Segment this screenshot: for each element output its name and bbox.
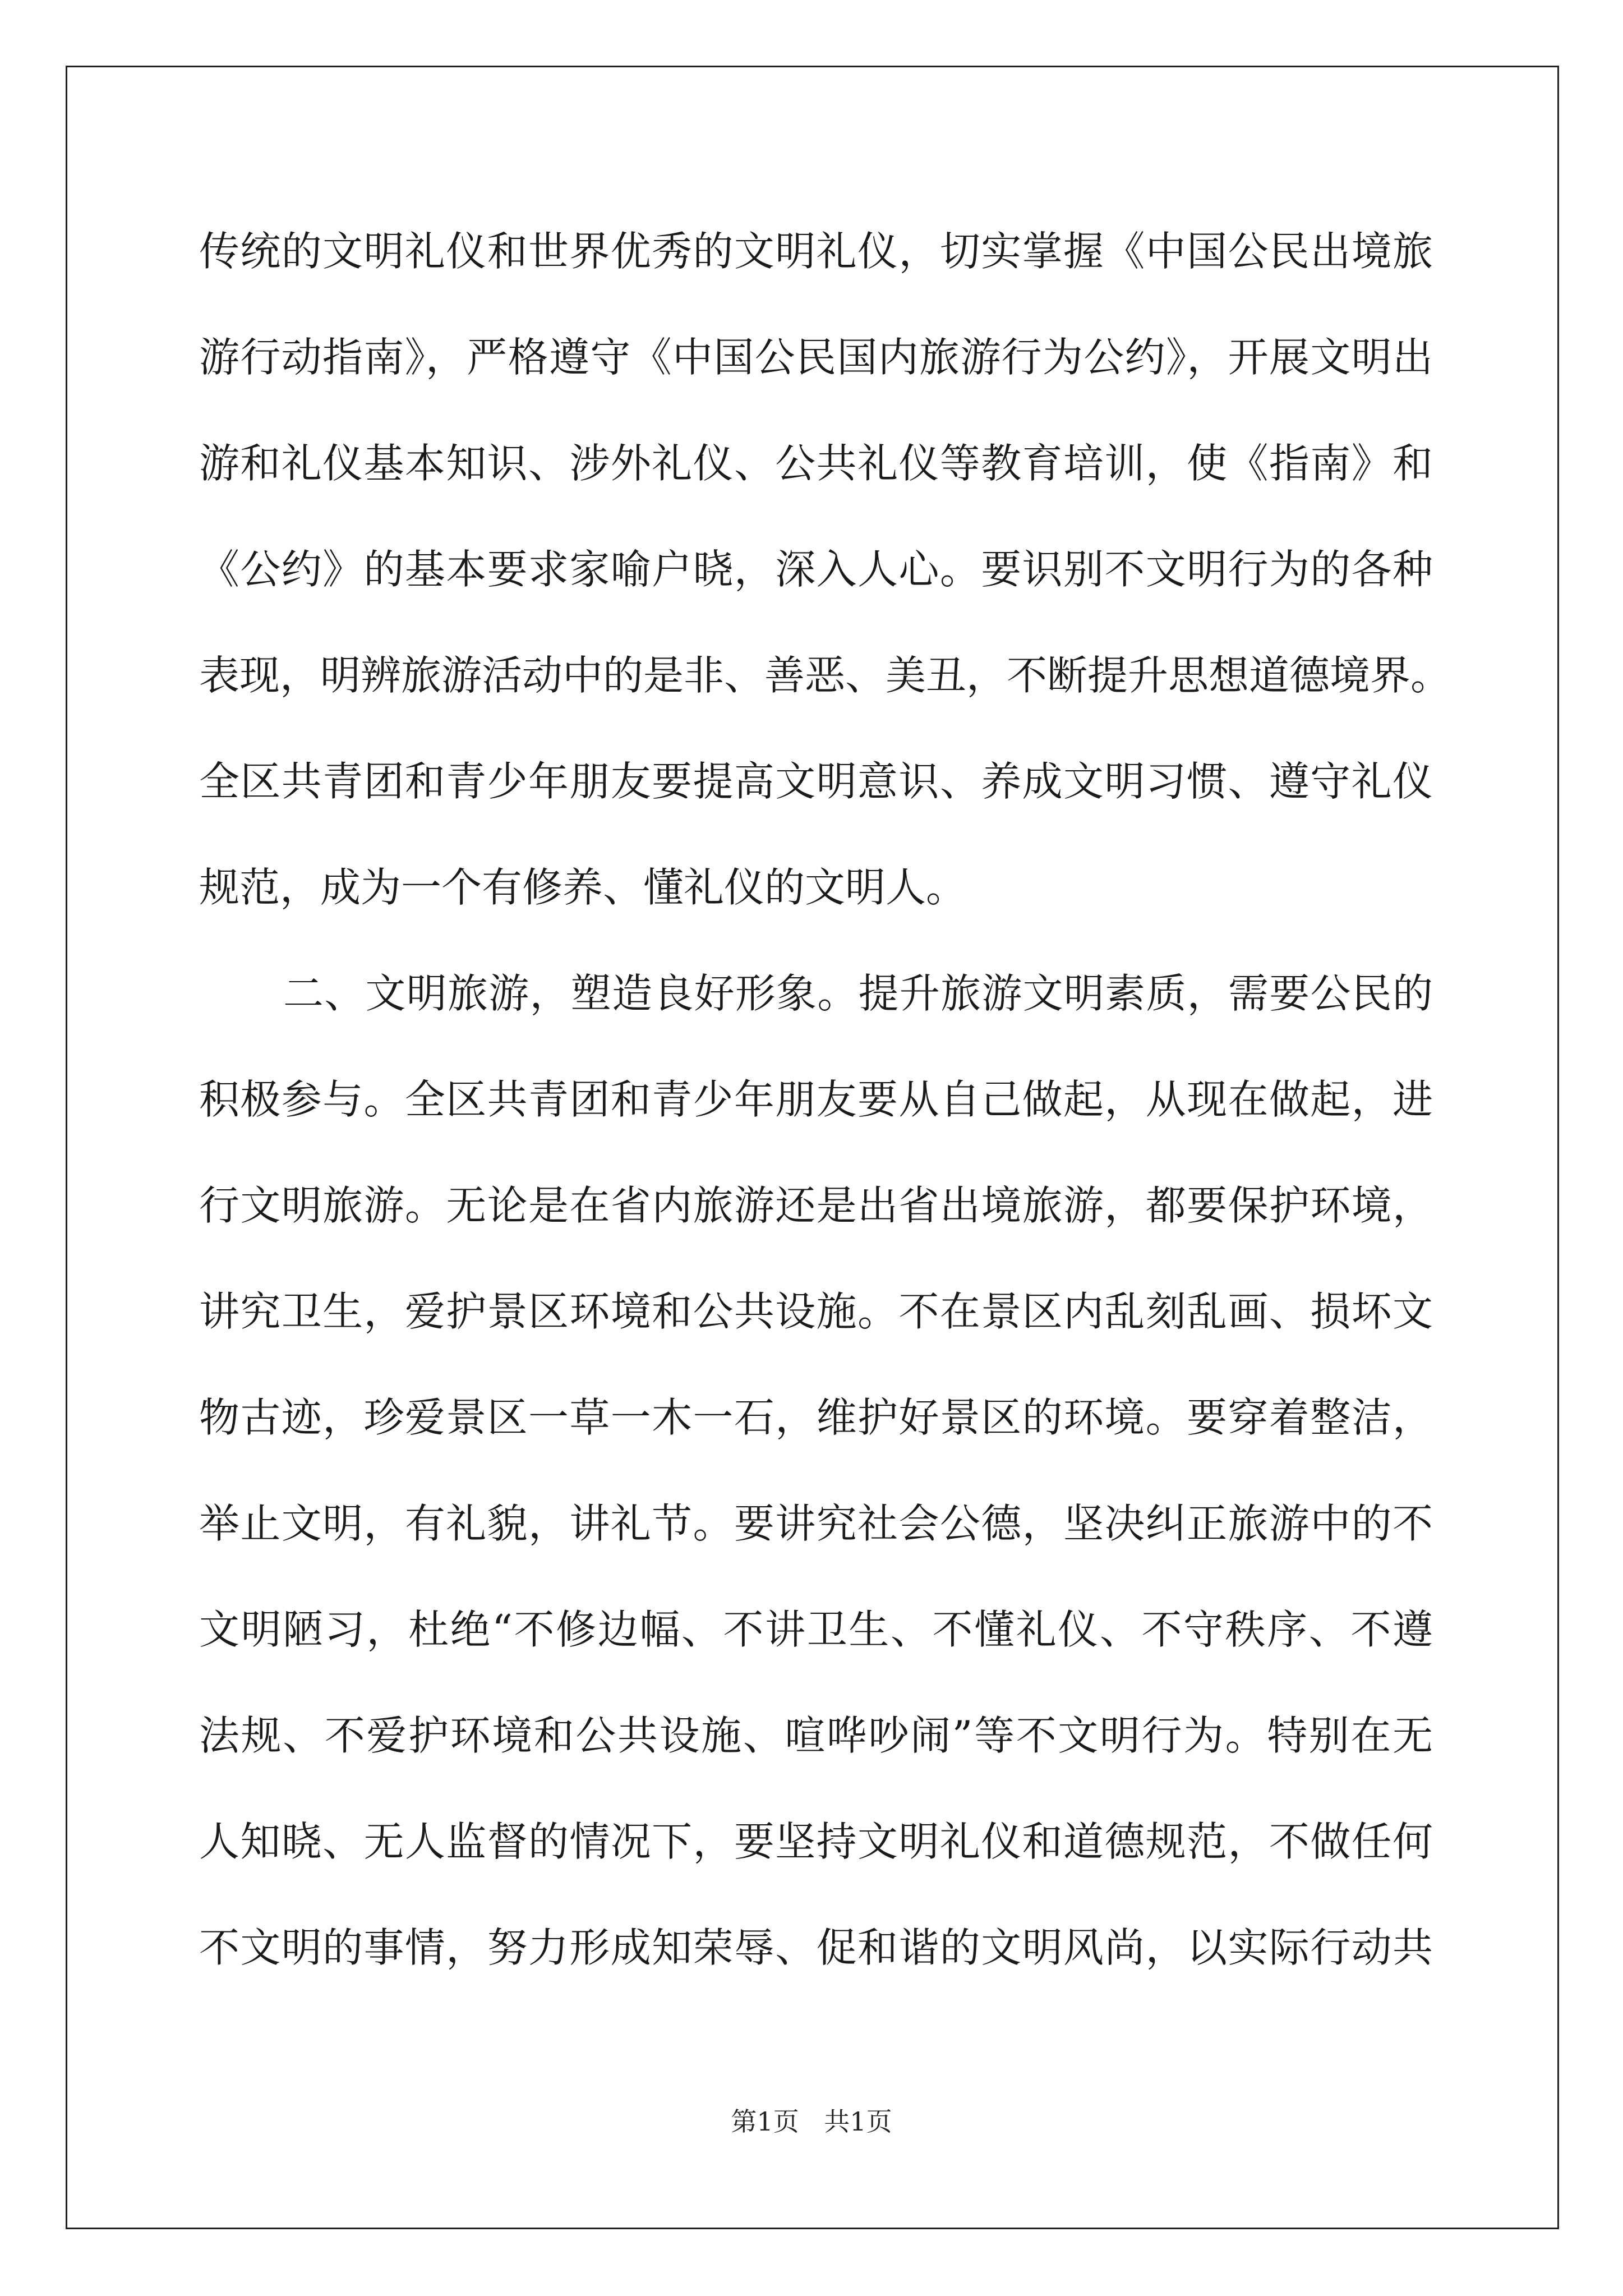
paragraph-line: 文明陋习，杜绝“不修边幅、不讲卫生、不懂礼仪、不守秩序、不遵 (199, 1606, 1433, 1653)
paragraph-line: 游行动指南》，严格遵守《中国公民国内旅游行为公约》，开展文明出 (199, 334, 1433, 381)
paragraph-line: 规范，成为一个有修养、懂礼仪的文明人。 (199, 864, 967, 911)
paragraph-line: 讲究卫生，爱护景区环境和公共设施。不在景区内乱刻乱画、损坏文 (199, 1288, 1433, 1335)
paragraph-line: 全区共青团和青少年朋友要提高文明意识、养成文明习惯、遵守礼仪 (199, 758, 1433, 805)
page-border (66, 66, 1559, 2229)
paragraph-line: 表现，明辨旅游活动中的是非、善恶、美丑，不断提升思想道德境界。 (199, 652, 1451, 699)
paragraph-line: 不文明的事情，努力形成知荣辱、促和谐的文明风尚，以实际行动共 (199, 1924, 1433, 1971)
paragraph-line: 《公约》的基本要求家喻户晓，深入人心。要识别不文明行为的各种 (199, 546, 1433, 593)
paragraph-line: 传统的文明礼仪和世界优秀的文明礼仪，切实掌握《中国公民出境旅 (199, 228, 1433, 275)
paragraph-line: 行文明旅游。无论是在省内旅游还是出省出境旅游，都要保护环境， (199, 1182, 1433, 1229)
paragraph-line: 法规、不爱护环境和公共设施、喧哗吵闹”等不文明行为。特别在无 (199, 1712, 1433, 1759)
paragraph-line: 举止文明，有礼貌，讲礼节。要讲究社会公德，坚决纠正旅游中的不 (199, 1500, 1433, 1547)
page-footer: 第1页 共1页 (731, 2106, 892, 2137)
paragraph-line: 积极参与。全区共青团和青少年朋友要从自己做起，从现在做起，进 (199, 1076, 1433, 1123)
paragraph-line: 物古迹，珍爱景区一草一木一石，维护好景区的环境。要穿着整洁， (199, 1394, 1433, 1441)
paragraph-line: 游和礼仪基本知识、涉外礼仪、公共礼仪等教育培训，使《指南》和 (199, 440, 1433, 487)
paragraph-line: 人知晓、无人监督的情况下，要坚持文明礼仪和道德规范，不做任何 (199, 1818, 1433, 1865)
paragraph-line: 二、文明旅游，塑造良好形象。提升旅游文明素质，需要公民的 (283, 970, 1433, 1017)
